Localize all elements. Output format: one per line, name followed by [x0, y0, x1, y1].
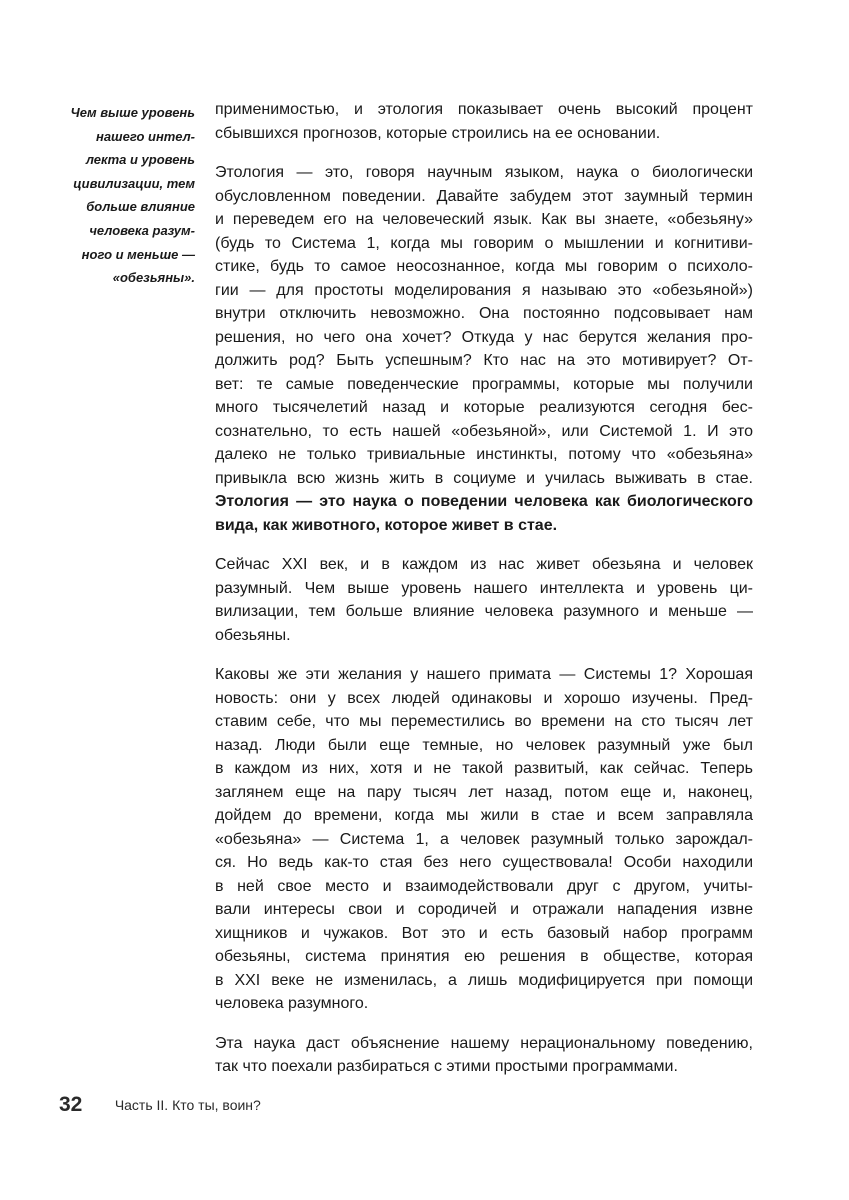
- text-line: в ней свое место и взаимодействовали друг с другом, учиты-: [215, 877, 753, 895]
- text-line: сбывшихся прогнозов, которые строились на ее основании.: [215, 124, 661, 142]
- text-line: заглянем еще на пару тысяч лет назад, потом еще и, наконец,: [215, 783, 753, 801]
- text-line: применимостью, и этология показывает очень высокий процент: [215, 101, 753, 118]
- text-line: ся. Но ведь как-то стая без него существовала! Особи находили: [215, 854, 753, 871]
- paragraph: [215, 161, 753, 537]
- text-line: обусловленном поведении. Давайте забудем этот заумный термин: [215, 187, 753, 205]
- paragraph: [215, 1032, 753, 1079]
- text-line: должить род? Быть успешным? Кто нас на это мотивирует? От-: [215, 352, 753, 369]
- text-line: «обезьяна» — Система 1, а человек разумный только зарождал-: [215, 830, 753, 848]
- text-line: разумный. Чем выше уровень нашего интеллекта и уровень ци-: [215, 579, 753, 597]
- text-line: так что поехали разбираться с этими простыми программами.: [215, 1058, 678, 1075]
- text-line: обезьяны.: [215, 626, 291, 644]
- text-line: Сейчас XXI век, и в каждом из нас живет обезьяна и человек: [215, 556, 753, 573]
- body-text: [215, 98, 753, 1095]
- text-line: (будь то Система 1, когда мы говорим о мышлении и когнитиви-: [215, 234, 753, 252]
- text-line: Этология — это, говоря научным языком, наука о биологически: [215, 164, 753, 181]
- text-line: дойдем до времени, когда мы жили в стае и всем заправляла: [215, 807, 753, 824]
- page-number: 32: [59, 1093, 83, 1116]
- text-line: гии — для простоты моделирования я называю это «обезьяной»): [215, 281, 753, 299]
- text-line: привыкла всю жизнь жить в социуме и училась выживать в стае.: [215, 469, 753, 487]
- text-line: назад. Люди были еще темные, но человек разумный уже был: [215, 736, 753, 754]
- text-line: много тысячелетий назад и которые реализуются сегодня бес-: [215, 399, 753, 416]
- margin-note-line: больше влияние: [86, 199, 195, 215]
- margin-note-line: лекта и уровень: [85, 152, 195, 168]
- text-line: обезьяны, система принятия ею решения в обществе, которая: [215, 948, 753, 965]
- paragraph: [215, 553, 753, 647]
- margin-note-line: цивилизации, тем: [73, 175, 195, 191]
- text-line: сознательно, то есть нашей «обезьяной», или Системой 1. И это: [215, 422, 753, 440]
- text-line: ставим себе, что мы переместились во времени на сто тысяч лет: [215, 713, 753, 730]
- text-line: вали интересы свои и сородичей и отражали нападения извне: [215, 901, 753, 918]
- text-line: стике, будь то самое неосознанное, когда мы говорим о психоло-: [215, 258, 753, 275]
- margin-note: [55, 101, 195, 290]
- paragraph: [215, 98, 753, 145]
- text-line: Каковы же эти желания у нашего примата — Системы 1? Хорошая: [215, 666, 753, 683]
- margin-note-line: нашего интел-: [95, 128, 195, 144]
- text-line: в XXI веке не изменилась, а лишь модифицируется при помощи: [215, 971, 753, 989]
- paragraph: [215, 663, 753, 1016]
- bold-text-line: вида, как животного, которое живет в стае.: [215, 516, 558, 534]
- text-line: далеко не только тривиальные инстинкты, потому что «обезьяна»: [215, 446, 753, 463]
- page-footer: [59, 1093, 261, 1117]
- text-line: и переведем его на человеческий язык. Как вы знаете, «обезьяну»: [215, 211, 753, 228]
- margin-note-line: Чем выше уровень: [70, 105, 195, 120]
- text-line: в каждом из них, хотя и не такой развитый, как сейчас. Теперь: [215, 760, 753, 777]
- text-line: хищников и чужаков. Вот это и есть базовый набор программ: [215, 924, 753, 942]
- margin-note-line: «обезьяны».: [112, 270, 195, 286]
- text-line: решения, но чего она хочет? Откуда у нас берутся желания про-: [215, 328, 753, 346]
- text-line: вилизации, тем больше влияние человека разумного и меньше —: [215, 603, 753, 620]
- text-line: внутри отключить невозможно. Она постоянно подсовывает нам: [215, 305, 753, 322]
- text-line: вет: те самые поведенческие программы, которые мы получили: [215, 375, 753, 393]
- margin-note-line: человека разум-: [89, 222, 195, 238]
- text-line: человека разумного.: [215, 995, 369, 1012]
- running-title: Часть II. Кто ты, воин?: [114, 1097, 261, 1113]
- bold-text-line: Этология — это наука о поведении человека как биологического: [215, 493, 753, 510]
- margin-note-line: ного и меньше —: [81, 246, 195, 262]
- text-line: новость: они у всех людей одинаковы и хорошо изучены. Пред-: [215, 689, 753, 707]
- text-line: Эта наука даст объяснение нашему нерациональному поведению,: [215, 1034, 753, 1052]
